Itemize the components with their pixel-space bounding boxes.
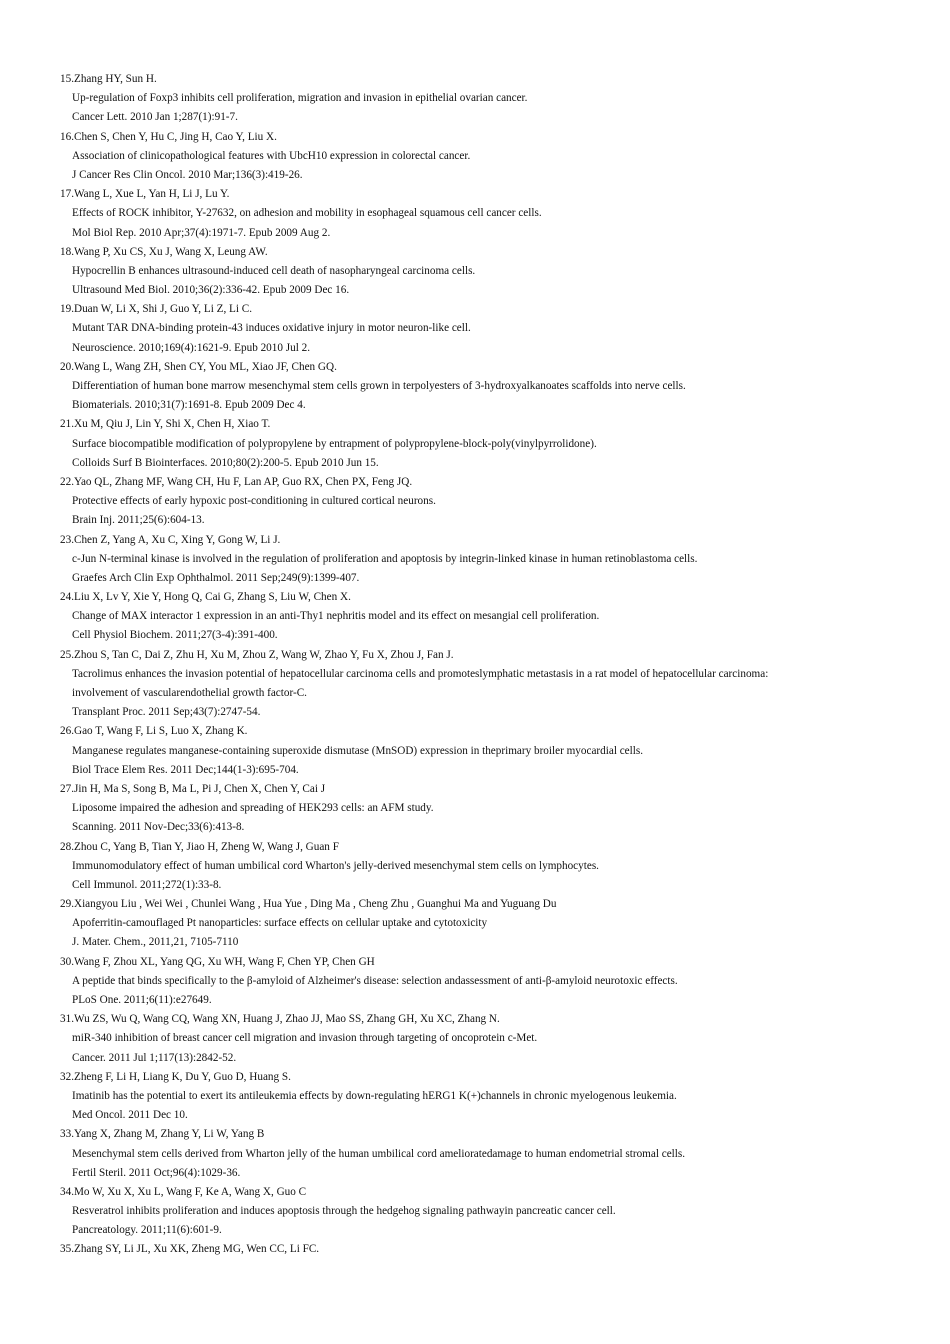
reference-authors-line [60, 1125, 920, 1144]
reference-title: A peptide that binds specifically to the β-amyloid of Alzheimer's disease: selection andassessment of anti-β-amyloid neurotoxic effects. [72, 974, 678, 987]
reference-number: 18. [60, 245, 74, 258]
reference-source: Transplant Proc. 2011 Sep;43(7):2747-54. [72, 706, 261, 719]
reference-authors: Xiangyou Liu , Wei Wei , Chunlei Wang , Hua Yue , Ding Ma , Cheng Zhu , Guanghui Ma and Yuguang Du [73, 898, 557, 911]
reference-authors-line [60, 588, 920, 607]
reference-number: 21. [60, 418, 74, 431]
reference-source: Ultrasound Med Biol. 2010;36(2):336-42. Epub 2009 Dec 16. [72, 284, 350, 297]
reference-number: 16. [60, 130, 74, 143]
reference-item [60, 531, 920, 589]
reference-item [60, 300, 920, 358]
reference-authors: Zhou C, Yang B, Tian Y, Jiao H, Zheng W, Wang J, Guan F [73, 840, 339, 853]
reference-source: Med Oncol. 2011 Dec 10. [72, 1109, 188, 1122]
reference-title: Liposome impaired the adhesion and spreading of HEK293 cells: an AFM study. [72, 802, 434, 815]
reference-title: c-Jun N-terminal kinase is involved in the regulation of proliferation and apoptosis by integrin-linked kinase in human retinoblastoma cells. [72, 552, 698, 565]
reference-title: Imatinib has the potential to exert its antileukemia effects by down-regulating hERG1 K(+)channels in chronic myelogenous leukemia. [72, 1089, 677, 1102]
reference-source: Pancreatology. 2011;11(6):601-9. [72, 1224, 222, 1237]
reference-source: Cancer. 2011 Jul 1;117(13):2842-52. [72, 1051, 237, 1064]
reference-number: 28. [60, 840, 74, 853]
reference-number: 17. [60, 188, 74, 201]
reference-item [60, 588, 920, 646]
reference-authors-line [60, 1240, 920, 1259]
reference-authors-line [60, 185, 920, 204]
reference-authors-line [60, 780, 920, 799]
reference-source: J Cancer Res Clin Oncol. 2010 Mar;136(3):419-26. [72, 168, 303, 181]
reference-authors-line [60, 838, 920, 857]
reference-authors: Zhang HY, Sun H. [73, 73, 157, 85]
reference-item [60, 646, 920, 723]
reference-number: 19. [60, 303, 74, 316]
reference-item [60, 953, 920, 1011]
reference-number: 33. [60, 1128, 74, 1141]
reference-title: Association of clinicopathological features with UbcH10 expression in colorectal cancer. [72, 149, 471, 162]
reference-item [60, 722, 920, 780]
reference-title: Mesenchymal stem cells derived from Wharton jelly of the human umbilical cord amelioratedamage to human endometrial stromal cells. [72, 1147, 686, 1160]
reference-number: 35. [60, 1243, 74, 1256]
reference-authors: Zhang SY, Li JL, Xu XK, Zheng MG, Wen CC, Li FC. [73, 1243, 320, 1256]
reference-item [60, 1240, 920, 1259]
reference-item [60, 358, 920, 416]
reference-title: Hypocrellin B enhances ultrasound-induced cell death of nasopharyngeal carcinoma cells. [72, 264, 476, 277]
reference-authors: Mo W, Xu X, Xu L, Wang F, Ke A, Wang X, Guo C [73, 1185, 307, 1198]
reference-title: Tacrolimus enhances the invasion potential of hepatocellular carcinoma cells and promoteslymphatic metastasis in a rat model of hepatocellular carcinoma: [72, 667, 769, 680]
reference-authors-line [60, 722, 920, 741]
reference-title-continued: involvement of vascularendothelial growth factor-C. [72, 687, 307, 699]
reference-source: Brain Inj. 2011;25(6):604-13. [72, 514, 205, 527]
reference-number: 26. [60, 725, 74, 738]
reference-number: 29. [60, 898, 74, 911]
reference-source: PLoS One. 2011;6(11):e27649. [72, 994, 212, 1006]
reference-authors: Duan W, Li X, Shi J, Guo Y, Li Z, Li C. [73, 303, 253, 316]
reference-source: Graefes Arch Clin Exp Ophthalmol. 2011 Sep;249(9):1399-407. [72, 571, 360, 584]
reference-title: Effects of ROCK inhibitor, Y-27632, on adhesion and mobility in esophageal squamous cell cancer cells. [72, 207, 542, 220]
reference-number: 24. [60, 591, 74, 604]
reference-authors-line [60, 415, 920, 434]
reference-source: Colloids Surf B Biointerfaces. 2010;80(2):200-5. Epub 2010 Jun 15. [72, 456, 379, 469]
reference-authors: Zheng F, Li H, Liang K, Du Y, Guo D, Huang S. [73, 1070, 291, 1083]
reference-source: Scanning. 2011 Nov-Dec;33(6):413-8. [72, 821, 245, 834]
reference-number: 20. [60, 360, 74, 373]
reference-list [60, 70, 920, 1260]
reference-item [60, 1068, 920, 1126]
reference-authors-line [60, 953, 920, 972]
reference-authors-line [60, 531, 920, 550]
reference-authors: Chen S, Chen Y, Hu C, Jing H, Cao Y, Liu X. [73, 130, 277, 143]
reference-authors-line [60, 473, 920, 492]
reference-source: Mol Biol Rep. 2010 Apr;37(4):1971-7. Epub 2009 Aug 2. [72, 226, 331, 239]
reference-authors-line [60, 300, 920, 319]
reference-title: Manganese regulates manganese-containing superoxide dismutase (MnSOD) expression in theprimary broiler myocardial cells. [72, 744, 644, 757]
reference-title: Change of MAX interactor 1 expression in an anti-Thy1 nephritis model and its effect on mesangial cell proliferation. [72, 610, 600, 623]
reference-authors-line [60, 1010, 920, 1029]
reference-item [60, 243, 920, 301]
reference-item [60, 415, 920, 473]
reference-authors: Wang F, Zhou XL, Yang QG, Xu WH, Wang F, Chen YP, Chen GH [73, 955, 375, 968]
reference-title: Apoferritin-camouflaged Pt nanoparticles: surface effects on cellular uptake and cytotoxicity [72, 917, 488, 930]
reference-number: 23. [60, 533, 74, 546]
reference-item [60, 1125, 920, 1183]
reference-item [60, 838, 920, 896]
reference-number: 31. [60, 1013, 74, 1026]
reference-authors: Jin H, Ma S, Song B, Ma L, Pi J, Chen X, Chen Y, Cai J [73, 782, 326, 795]
reference-authors: Gao T, Wang F, Li S, Luo X, Zhang K. [73, 725, 248, 738]
reference-number: 30. [60, 955, 74, 968]
reference-authors-line [60, 646, 920, 665]
reference-number: 15. [60, 73, 74, 85]
reference-authors: Wang L, Xue L, Yan H, Li J, Lu Y. [73, 188, 230, 201]
reference-number: 22. [60, 475, 74, 488]
reference-title: Differentiation of human bone marrow mesenchymal stem cells grown in terpolyesters of 3-hydroxyalkanoates scaffolds into nerve cells. [72, 380, 686, 392]
reference-title: Protective effects of early hypoxic post-conditioning in cultured cortical neurons. [72, 495, 436, 508]
reference-authors: Wu ZS, Wu Q, Wang CQ, Wang XN, Huang J, Zhao JJ, Mao SS, Zhang GH, Xu XC, Zhang N. [73, 1013, 500, 1026]
reference-title: Surface biocompatible modification of polypropylene by entrapment of polypropylene-block-poly(vinylpyrrolidone). [72, 437, 597, 450]
reference-authors-line [60, 70, 920, 89]
reference-source: Cancer Lett. 2010 Jan 1;287(1):91-7. [72, 111, 238, 124]
reference-item [60, 1183, 920, 1241]
reference-title: Immunomodulatory effect of human umbilical cord Wharton's jelly-derived mesenchymal stem cells on lymphocytes. [72, 859, 599, 872]
reference-title: Up-regulation of Foxp3 inhibits cell proliferation, migration and invasion in epithelial ovarian cancer. [72, 92, 528, 105]
reference-item [60, 780, 920, 838]
reference-authors: Zhou S, Tan C, Dai Z, Zhu H, Xu M, Zhou Z, Wang W, Zhao Y, Fu X, Zhou J, Fan J. [73, 648, 454, 661]
reference-source: Cell Immunol. 2011;272(1):33-8. [72, 878, 222, 891]
reference-authors: Chen Z, Yang A, Xu C, Xing Y, Gong W, Li J. [73, 533, 281, 546]
reference-source: Biomaterials. 2010;31(7):1691-8. Epub 2009 Dec 4. [72, 399, 306, 412]
reference-number: 34. [60, 1185, 74, 1198]
reference-source: Fertil Steril. 2011 Oct;96(4):1029-36. [72, 1166, 241, 1179]
reference-authors-line [60, 895, 920, 914]
reference-item [60, 128, 920, 186]
reference-authors-line [60, 128, 920, 147]
reference-authors-line [60, 358, 920, 377]
reference-authors: Wang P, Xu CS, Xu J, Wang X, Leung AW. [73, 245, 268, 258]
reference-source: Neuroscience. 2010;169(4):1621-9. Epub 2010 Jul 2. [72, 341, 311, 354]
reference-item [60, 70, 920, 128]
reference-item [60, 185, 920, 243]
reference-authors-line [60, 243, 920, 262]
reference-number: 25. [60, 648, 74, 661]
reference-title: Resveratrol inhibits proliferation and induces apoptosis through the hedgehog signaling pathwayin pancreatic cancer cell. [72, 1205, 616, 1218]
reference-source: Cell Physiol Biochem. 2011;27(3-4):391-400. [72, 629, 278, 642]
reference-item [60, 895, 920, 953]
reference-source: J. Mater. Chem., 2011,21, 7105-7110 [72, 936, 239, 949]
reference-authors-line [60, 1068, 920, 1087]
reference-authors: Liu X, Lv Y, Xie Y, Hong Q, Cai G, Zhang S, Liu W, Chen X. [73, 591, 351, 604]
reference-item [60, 473, 920, 531]
reference-source: Biol Trace Elem Res. 2011 Dec;144(1-3):695-704. [72, 763, 299, 776]
reference-item [60, 1010, 920, 1068]
reference-authors: Wang L, Wang ZH, Shen CY, You ML, Xiao JF, Chen GQ. [73, 360, 337, 373]
reference-number: 27. [60, 782, 74, 795]
reference-title: miR-340 inhibition of breast cancer cell migration and invasion through targeting of oncoprotein c-Met. [72, 1032, 538, 1045]
reference-authors-line [60, 1183, 920, 1202]
reference-authors: Yao QL, Zhang MF, Wang CH, Hu F, Lan AP, Guo RX, Chen PX, Feng JQ. [73, 475, 413, 488]
reference-authors: Yang X, Zhang M, Zhang Y, Li W, Yang B [73, 1128, 265, 1141]
reference-authors: Xu M, Qiu J, Lin Y, Shi X, Chen H, Xiao T. [73, 418, 271, 431]
reference-title: Mutant TAR DNA-binding protein-43 induces oxidative injury in motor neuron-like cell. [72, 322, 471, 335]
reference-number: 32. [60, 1070, 74, 1083]
